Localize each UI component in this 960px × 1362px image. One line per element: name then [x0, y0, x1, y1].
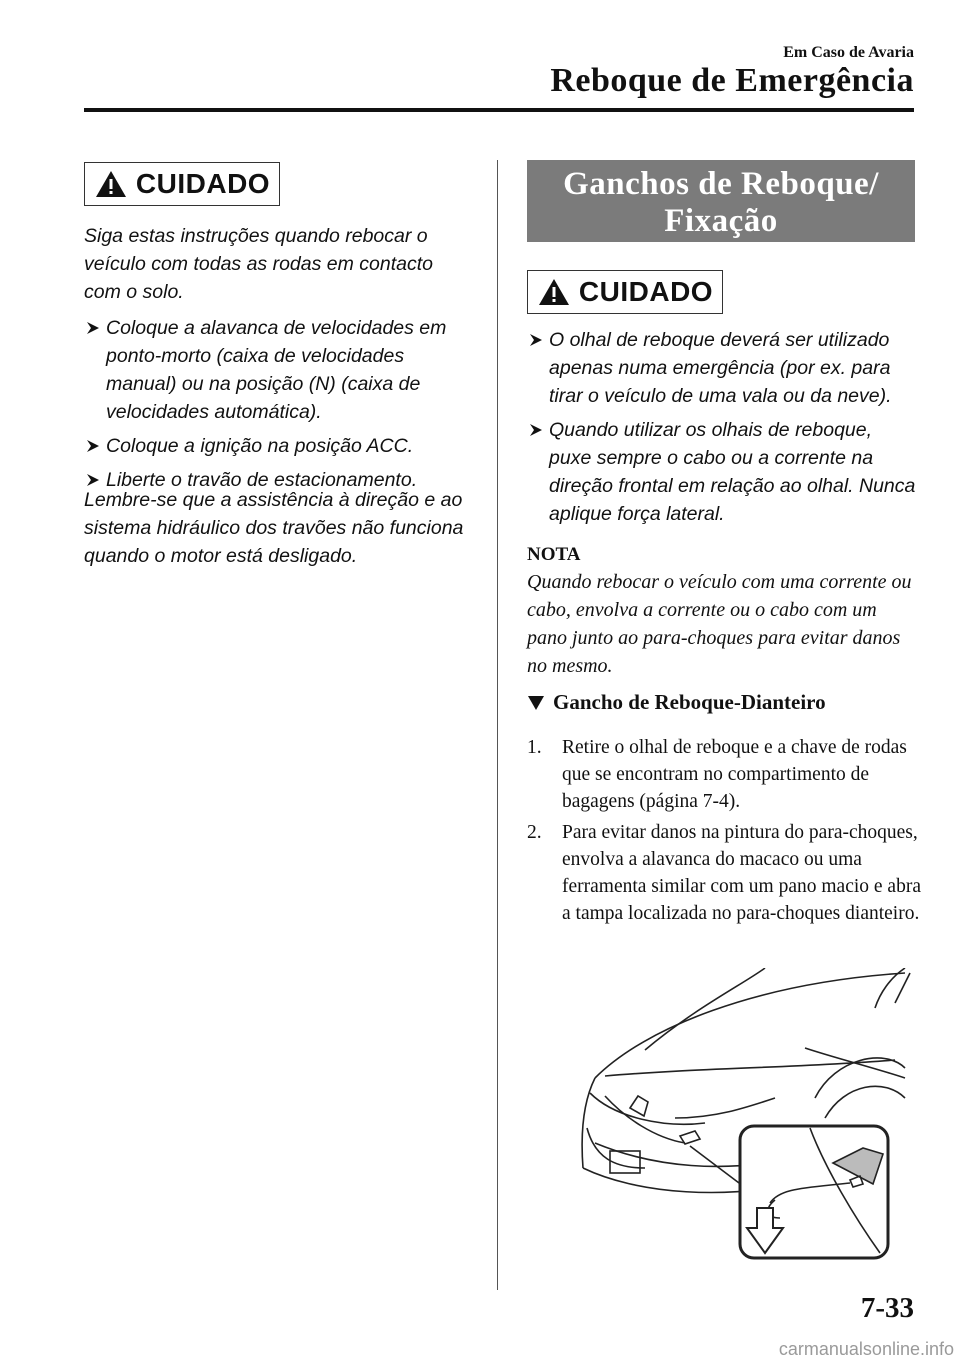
- caution-box-left: [84, 162, 280, 206]
- caution-label: CUIDADO: [135, 168, 271, 199]
- banner-line-1: Ganchos de Reboque/: [563, 166, 879, 202]
- column-divider: [497, 160, 498, 1290]
- list-item: Quando utilizar os olhais de reboque, puxe sempre o cabo ou a corrente na direção frontal em relação ao olhal. Nunca aplique força lateral.: [527, 416, 919, 528]
- caution-bullets-left: [84, 314, 479, 500]
- page-title: Reboque de Emergência: [550, 62, 914, 99]
- section-label: Em Caso de Avaria: [783, 44, 914, 61]
- caution-label: CUIDADO: [578, 276, 714, 307]
- list-item: Coloque a ignição na posição ACC.: [84, 432, 479, 460]
- caution-closing: Lembre-se que a assistência à direção e ao sistema hidráulico dos travões não funciona quando o motor está desligado.: [84, 489, 464, 567]
- note-body: Quando rebocar o veículo com uma corrente ou cabo, envolva a corrente ou o cabo com um pano junto ao para-choques para evitar danos no mesmo.: [527, 571, 912, 677]
- page-number: 7-33: [860, 1292, 914, 1324]
- subheading: Gancho de Reboque-Dianteiro: [527, 690, 826, 715]
- watermark: carmanualsonline.info: [778, 1339, 954, 1359]
- arrow-bullet-icon: [529, 333, 543, 347]
- list-item: Liberte o travão de estacionamento.: [84, 466, 479, 494]
- arrow-bullet-icon: [529, 423, 543, 437]
- caution-box-right: [527, 270, 723, 314]
- arrow-bullet-icon: [86, 473, 100, 487]
- list-item: 1. Retire o olhal de reboque e a chave de rodas que se encontram no compartimento de bagagens (página 7-4).: [527, 737, 907, 812]
- caution-intro: Siga estas instruções quando rebocar o veículo com todas as rodas em contacto com o solo.: [84, 225, 434, 303]
- banner-line-2: Fixação: [664, 203, 778, 239]
- header-rule: [84, 108, 914, 112]
- list-item: 2. Para evitar danos na pintura do para-choques, envolva a alavanca do macaco ou uma ferramenta similar com um pano macio e abra a tampa localizada no para-choques dianteiro.: [527, 822, 921, 924]
- list-item: O olhal de reboque deverá ser utilizado apenas numa emergência (por ex. para tirar o veículo de uma vala ou da neve).: [527, 326, 919, 410]
- caution-bullets-right: [527, 326, 919, 534]
- steps-list: [527, 734, 922, 931]
- warning-icon: [537, 277, 571, 307]
- list-item: Coloque a alavanca de velocidades em ponto-morto (caixa de velocidades manual) ou na posição (N) (caixa de velocidades automática).: [84, 314, 479, 426]
- section-banner: [527, 160, 915, 242]
- arrow-bullet-icon: [86, 439, 100, 453]
- bumper-illustration: [575, 968, 920, 1268]
- warning-icon: [94, 169, 128, 199]
- note-title: NOTA: [527, 544, 581, 565]
- arrow-bullet-icon: [86, 321, 100, 335]
- triangle-down-icon: [527, 695, 545, 711]
